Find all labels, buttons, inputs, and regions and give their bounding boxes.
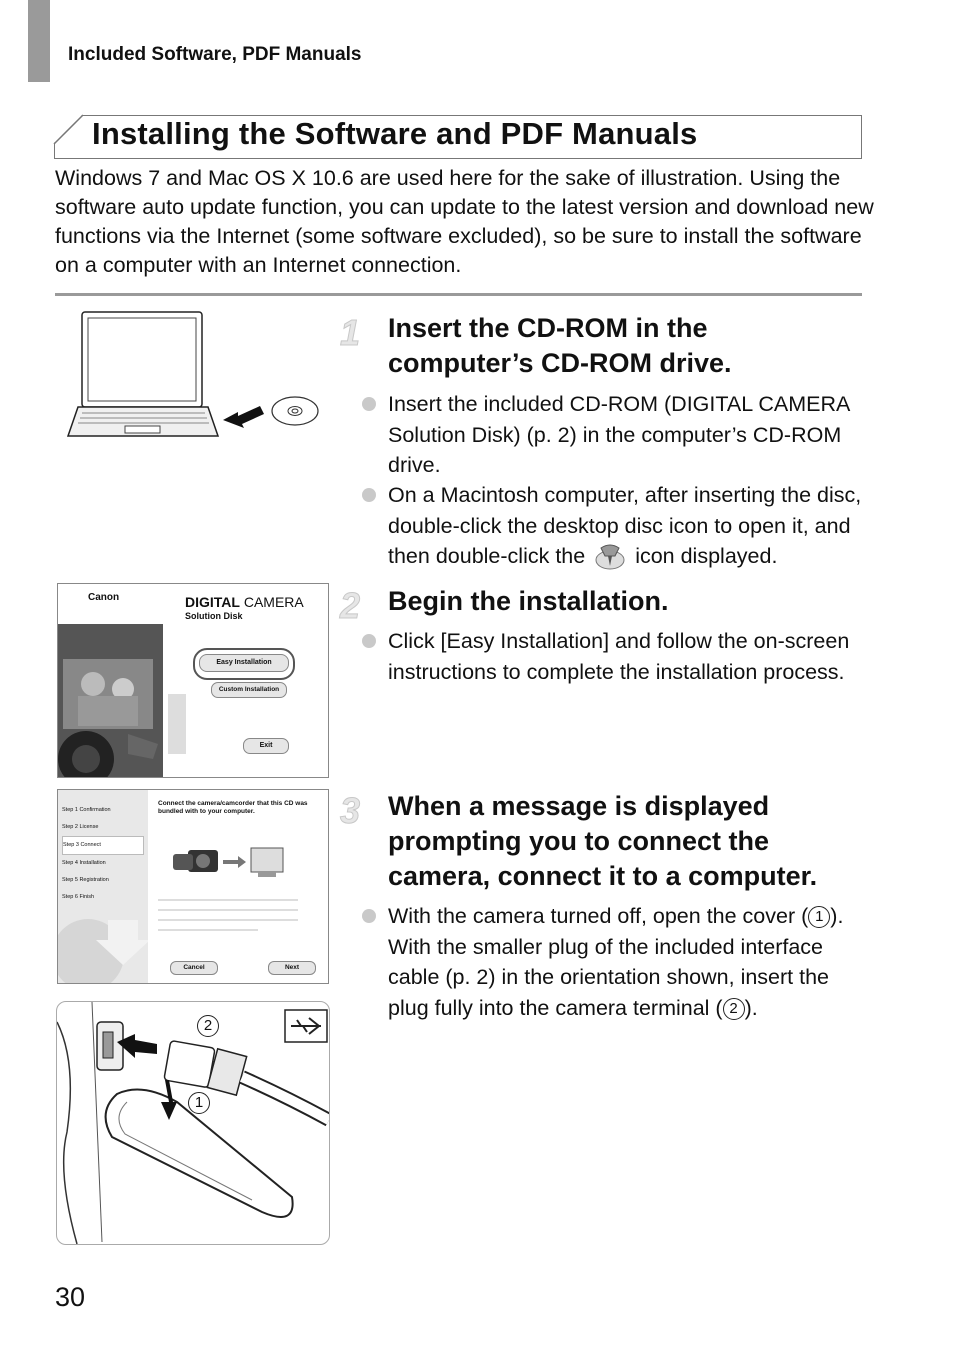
installer-screenshot [57,583,329,778]
step-2-bullet-1 [388,626,868,687]
next-button[interactable]: Next [268,961,316,975]
connect-step-name: License [79,824,99,830]
connect-step-item-2 [62,819,144,836]
laptop-cd-illustration [60,308,325,443]
step-1-bullet-2-text: On a Macintosh computer, after inserting the disc, double-click the desktop disc icon to open it, and then double-click the [388,483,862,568]
connect-step-name: Finish [79,894,95,900]
section-header: Included Software, PDF Manuals [68,44,362,65]
step-1-title-line1: Insert the CD-ROM in the [388,313,708,343]
connect-step-name: Confirmation [79,807,111,813]
step-3-title-line2: prompting you to connect the [388,826,769,856]
divider [55,293,862,296]
custom-installation-button[interactable]: Custom Installation [211,682,287,698]
bullet-dot [362,397,376,411]
step-3-title [388,789,817,894]
connect-step-item-5 [62,872,144,889]
step-2-bullet-1-text: Click [Easy Installation] and follow the on-screen instructions to complete the installation process. [388,629,850,684]
cable-connection-diagram [56,1001,330,1245]
step-1-bullet-2 [388,480,863,572]
step-1-title-line2: computer’s CD-ROM drive. [388,348,732,378]
step-number-2: 2 [340,585,361,626]
bullet-dot [362,488,376,502]
step-3-bullet-1 [388,901,858,1023]
step-1-title [388,311,732,381]
installer-disc-icon [591,542,629,572]
title-corner-notch [53,114,95,162]
connect-step-item-4 [62,855,144,872]
step-1-bullet-2-text-end: icon displayed. [635,544,778,568]
step-1-bullet-1-text: Insert the included CD-ROM (DIGITAL CAMERA Solution Disk) (p. 2) in the computer’s CD-ROM drive. [388,392,850,477]
bullet-dot [362,909,376,923]
step-1-bullet-1 [388,389,868,481]
step-3-bullet-text-c: ). [744,995,758,1020]
product-subtitle: Solution Disk [185,611,243,621]
easy-installation-button[interactable]: Easy Installation [199,654,289,672]
page-number: 30 [55,1282,86,1312]
connect-step-label: Step 4 [62,860,78,866]
connect-heading: Connect the camera/camcorder that this CD was bundled with to your computer. [158,800,308,815]
connect-step-item-1 [62,802,144,819]
connect-step-item-3-active [62,836,144,855]
connect-camera-screenshot [57,789,329,984]
step-2-title: Begin the installation. [388,586,669,616]
connect-step-item-6 [62,889,144,906]
step-3-bullet-text-a: With the camera turned off, open the cover ( [388,904,809,928]
step-3-title-line1: When a message is displayed [388,791,770,821]
callout-1: 1 [188,1092,210,1114]
callout-1-inline: 1 [808,906,830,928]
callout-2-inline: 2 [723,998,745,1020]
step-3-title-line3: camera, connect it to a computer. [388,861,818,891]
page-title: Installing the Software and PDF Manuals [92,116,698,151]
connect-step-name: Installation [79,860,106,866]
connect-step-label: Step 2 [62,824,78,830]
camera-cable-illustration [57,1002,329,1244]
connect-step-name: Connect [80,842,101,848]
cancel-button[interactable]: Cancel [170,961,218,975]
exit-button[interactable]: Exit [243,738,289,754]
canon-brand: Canon [88,592,120,603]
connect-step-label: Step 5 [62,877,78,883]
intro-paragraph: Windows 7 and Mac OS X 10.6 are used here for the sake of illustration. Using the software auto update function, you can update to the latest version and download new functions via the Internet (some software excluded), so be sure to install the software on a computer with an Internet connection. [55,166,874,277]
connect-step-label: Step 6 [62,894,78,900]
step-number-1: 1 [340,312,361,353]
connect-step-name: Registration [79,877,109,883]
step-number-3: 3 [340,790,361,831]
section-tab-marker [28,0,50,82]
product-name-bold: DIGITAL [185,594,240,610]
connect-step-list [62,802,144,906]
product-name-light: CAMERA [239,594,304,610]
connect-step-label: Step 3 [63,842,79,848]
connect-step-label: Step 1 [62,807,78,813]
bullet-dot [362,634,376,648]
callout-2: 2 [197,1015,219,1037]
step-3-bullet-text-b: ). With the smaller plug of the included interface cable (p. 2) in the orientation shown, insert the plug fully into the camera terminal ( [388,904,844,1020]
product-name [185,594,304,610]
